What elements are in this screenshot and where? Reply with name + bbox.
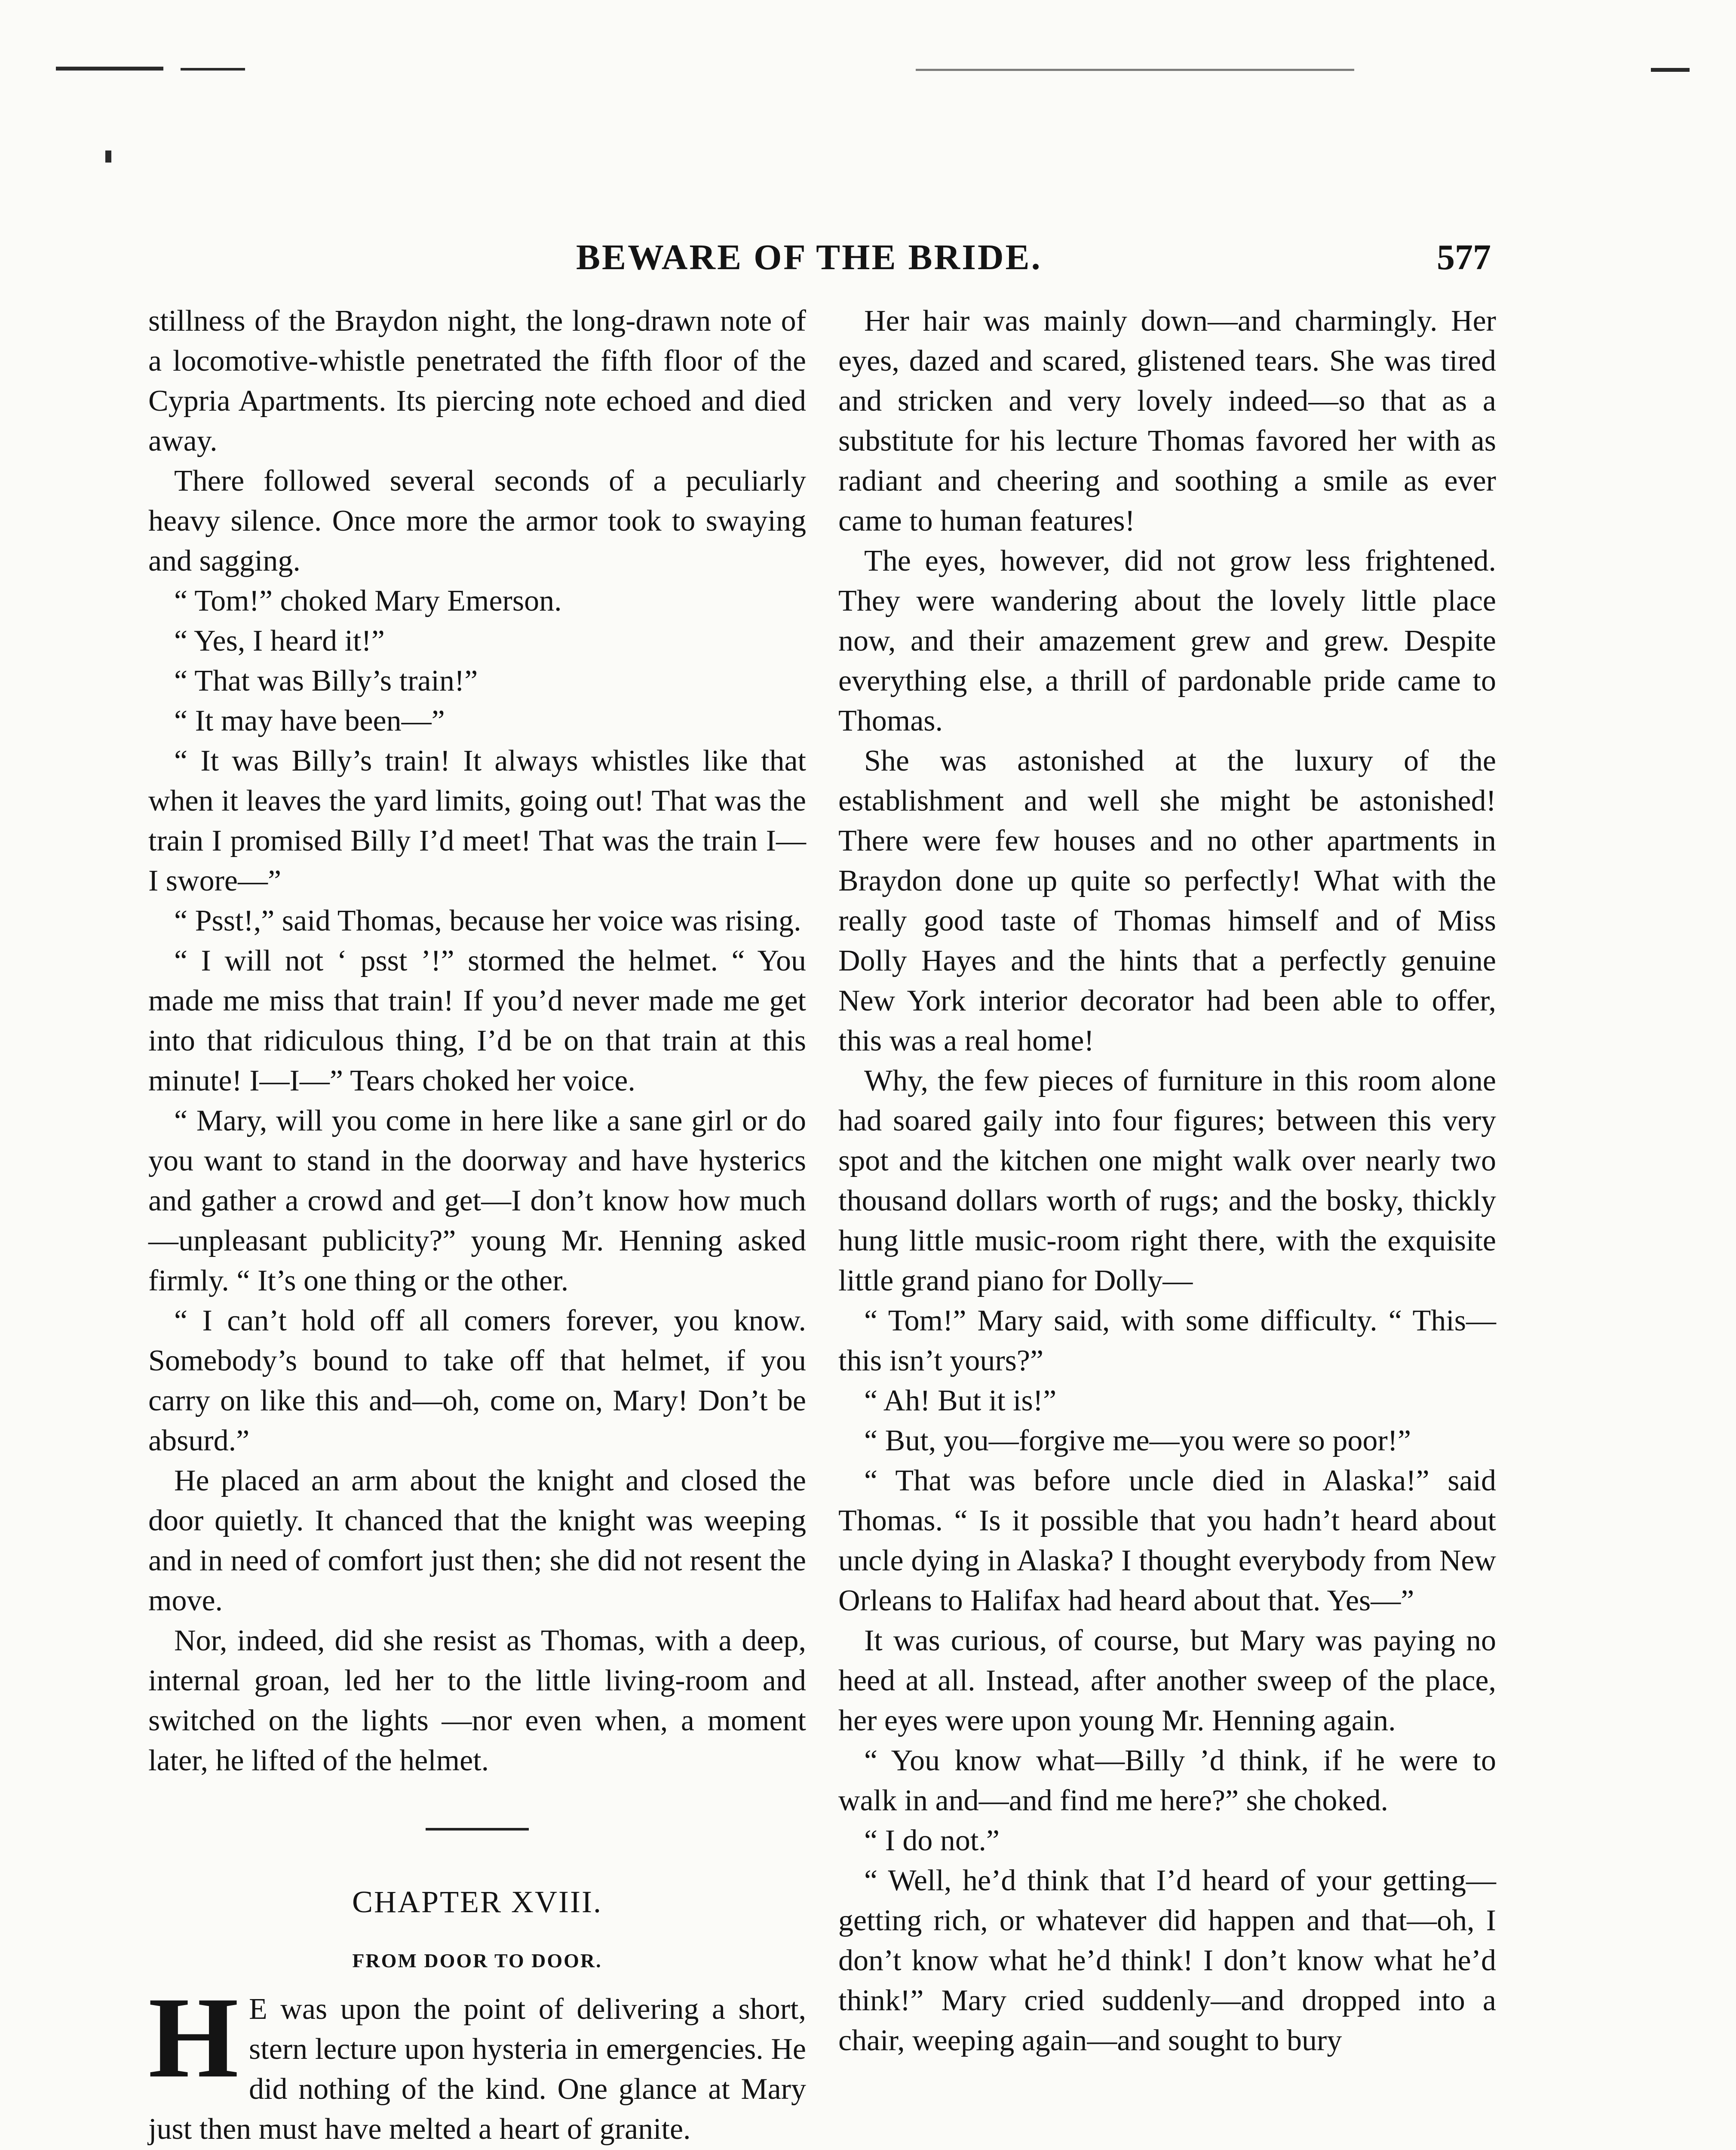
paragraph: “ I will not ‘ psst ’!” stormed the helmet. “ You made me miss that train! If you’d never made me get into that ridiculous thing, I’d be on that train at this minute! I—I—” Tears choked her voice. bbox=[148, 944, 806, 1097]
paragraph: Her hair was mainly down—and charmingly. Her eyes, dazed and scared, glistened tears. She was tired and stricken and very lovely indeed—so that as a substitute for his lecture Thomas favored her with as radiant and cheering and soothing a smile as ever came to human features! bbox=[838, 304, 1496, 538]
paragraph: He placed an arm about the knight and closed the door quietly. It chanced that the knight was weeping and in need of comfort just then; she did not resent the move. bbox=[148, 1464, 806, 1617]
paragraph: “ Psst!,” said Thomas, because her voice was rising. bbox=[174, 904, 801, 937]
chapter-opening-text: E was upon the point of delivering a short, stern lecture upon hysteria in emergencies. He did nothing of the kind. One glance at Mary just then must have melted a heart of granite. bbox=[148, 1993, 806, 2146]
paragraph: “ It was Billy’s train! It always whistles like that when it leaves the yard limits, going out! That was the train I promised Billy I’d meet! That was the train I—I swore—” bbox=[148, 744, 806, 897]
paragraph: Nor, indeed, did she resist as Thomas, with a deep, internal groan, led her to the little living-room and switched on the lights —nor even when, a moment later, he lifted of the helmet. bbox=[148, 1624, 806, 1777]
scan-artifact-mark bbox=[56, 67, 163, 71]
paragraph: “ You know what—Billy ’d think, if he were to walk in and—and find me here?” she choked. bbox=[838, 1744, 1496, 1817]
scan-artifact-mark bbox=[181, 68, 245, 71]
paragraph: “ Yes, I heard it!” bbox=[174, 624, 385, 657]
paragraph: stillness of the Braydon night, the long-drawn note of a locomotive-whistle penetrated the fifth floor of the Cypria Apartments. Its piercing note echoed and died away. bbox=[148, 304, 806, 458]
paragraph: “ Tom!” Mary said, with some difficulty. “ This—this isn’t yours?” bbox=[838, 1304, 1496, 1377]
paragraph: Why, the few pieces of furniture in this room alone had soared gaily into four figures; between this very spot and the kitchen one might walk over nearly two thousand dollars worth of rugs; and the bosky, thickly hung little music-room right there, with the exquisite little grand piano for Dolly— bbox=[838, 1064, 1496, 1297]
paragraph: “ That was Billy’s train!” bbox=[174, 664, 478, 697]
left-column bbox=[148, 301, 806, 2150]
chapter-heading: CHAPTER XVIII. bbox=[352, 1885, 602, 1919]
paragraph: “ Tom!” choked Mary Emerson. bbox=[174, 584, 562, 617]
paragraph: She was astonished at the luxury of the establishment and well she might be astonished! There were few houses and no other apartments in Braydon done up quite so perfectly! What with the really good taste of Thomas himself and of Miss Dolly Hayes and the hints that a perfectly genuine New York interior decorator had been able to offer, this was a real home! bbox=[838, 744, 1496, 1057]
paragraph: “ I do not.” bbox=[864, 1824, 1000, 1857]
drop-cap: H bbox=[148, 1973, 239, 2102]
scan-artifact-mark bbox=[105, 150, 111, 163]
scan-artifact-mark bbox=[916, 69, 1354, 71]
paragraph: “ But, you—forgive me—you were so poor!” bbox=[864, 1424, 1411, 1457]
paragraph: There followed several seconds of a peculiarly heavy silence. Once more the armor took to swaying and sagging. bbox=[148, 464, 806, 577]
chapter-opening-paragraph bbox=[148, 1973, 806, 2149]
chapter-subtitle: FROM DOOR TO DOOR. bbox=[352, 1950, 602, 1972]
paragraph: “ Mary, will you come in here like a sane girl or do you want to stand in the doorway and have hysterics and gather a crowd and get—I don’t know how much—unpleasant publicity?” young Mr. Henning asked firmly. “ It’s one thing or the other. bbox=[148, 1104, 806, 1297]
scan-artifact-mark bbox=[1651, 68, 1690, 72]
paragraph: “ I can’t hold off all comers forever, you know. Somebody’s bound to take off that helmet, if you carry on like this and—oh, come on, Mary! Don’t be absurd.” bbox=[148, 1304, 806, 1457]
page-number: 577 bbox=[1437, 237, 1491, 277]
page-header bbox=[0, 236, 1736, 288]
paragraph: The eyes, however, did not grow less frightened. They were wandering about the lovely little place now, and their amazement grew and grew. Despite everything else, a thrill of pardonable pride came to Thomas. bbox=[838, 544, 1496, 737]
section-divider bbox=[426, 1828, 529, 1831]
paragraph: It was curious, of course, but Mary was paying no heed at all. Instead, after another sweep of the place, her eyes were upon young Mr. Henning again. bbox=[838, 1624, 1496, 1737]
paragraph: “ That was before uncle died in Alaska!” said Thomas. “ Is it possible that you hadn’t heard about uncle dying in Alaska? I thought everybody from New Orleans to Halifax had heard about that. Yes—” bbox=[838, 1464, 1496, 1617]
paragraph: “ Ah! But it is!” bbox=[864, 1384, 1057, 1417]
right-column bbox=[838, 301, 1496, 2061]
running-title: BEWARE OF THE BRIDE. bbox=[576, 237, 1042, 277]
paragraph: “ Well, he’d think that I’d heard of your getting—getting rich, or whatever did happen and that—oh, I don’t know what he’d think! I don’t know what he’d think!” Mary cried suddenly—and dropped into a chair, weeping again—and sought to bury bbox=[838, 1864, 1496, 2057]
paragraph: “ It may have been—” bbox=[174, 704, 445, 737]
